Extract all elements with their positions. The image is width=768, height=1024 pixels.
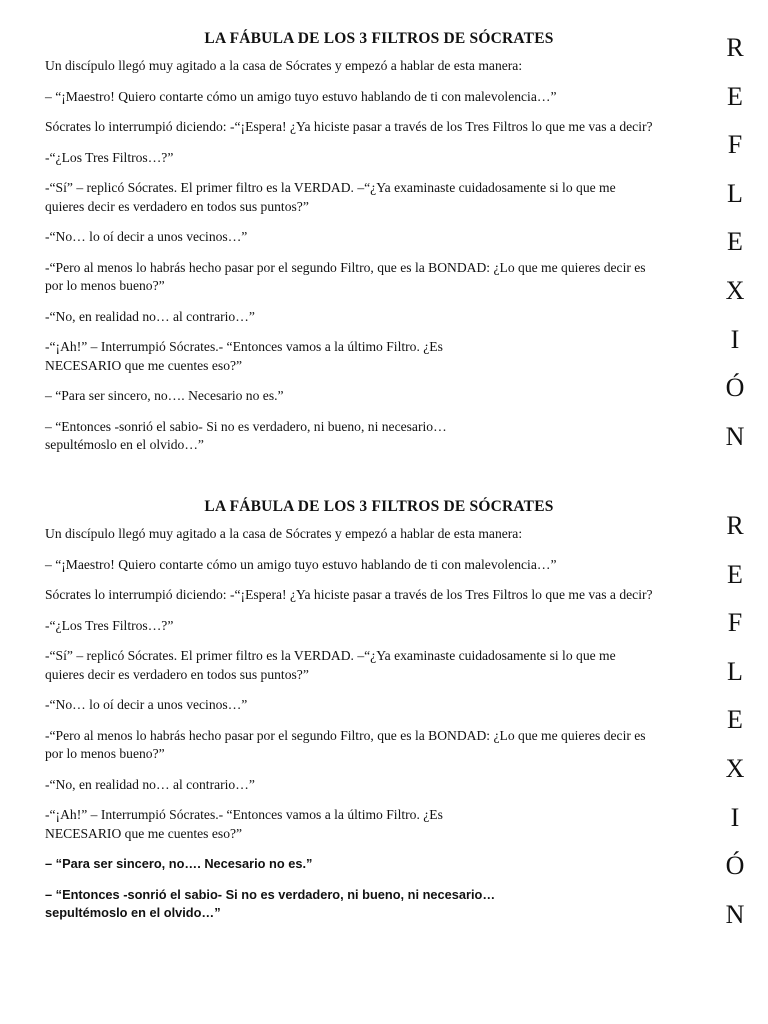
paragraph: – “¡Maestro! Quiero contarte cómo un amigo tuyo estuvo hablando de ti con malevolencia…” [45,88,557,104]
vertical-letter: L [727,178,743,208]
paragraph: – “¡Maestro! Quiero contarte cómo un amigo tuyo estuvo hablando de ti con malevolencia…” [45,556,557,572]
vertical-letter: E [727,559,743,589]
fable-title: LA FÁBULA DE LOS 3 FILTROS DE SÓCRATES [204,30,554,47]
vertical-letter: E [727,81,743,111]
paragraph: – “Entonces -sonrió el sabio- Si no es verdadero, ni bueno, ni necesario… sepultémoslo en el olvido…” [45,418,447,452]
paragraph: – “Entonces -sonrió el sabio- Si no es verdadero, ni bueno, ni necesario… sepultémoslo en el olvido…” [45,886,496,920]
paragraph: – “Para ser sincero, no…. Necesario no es.” [45,388,284,403]
vertical-letter: I [730,324,740,354]
vertical-letter: I [730,802,740,832]
vertical-letter: R [726,33,744,62]
paragraph: Sócrates lo interrumpió diciendo: -“¡Espera! ¿Ya hiciste pasar a través de los Tres Filtros lo que me vas a decir? [45,587,653,602]
paragraph: -“Sí” – replicó Sócrates. El primer filtro es la VERDAD. –“¿Ya examinaste cuidadosamente si lo que me quieres decir es verdadero en todos sus puntos?” [45,648,616,682]
vertical-letter: N [725,421,745,451]
vertical-letter: L [727,656,743,686]
vertical-letter: E [727,705,743,735]
vertical-letter: F [727,608,743,638]
vertical-letter: Ó [725,373,745,403]
paragraph: -“¡Ah!” – Interrumpió Sócrates.- “Entonces vamos a la último Filtro. ¿Es NECESARIO que me cuentes eso?” [45,339,443,373]
paragraph: -“No, en realidad no… al contrario…” [45,308,255,324]
vertical-letter: R [726,511,744,540]
paragraph: Sócrates lo interrumpió diciendo: -“¡Espera! ¿Ya hiciste pasar a través de los Tres Filtros lo que me vas a decir? [45,119,653,134]
paragraph: -“No, en realidad no… al contrario…” [45,776,255,792]
paragraph: -“Pero al menos lo habrás hecho pasar por el segundo Filtro, que es la BONDAD: ¿Lo que me quieres decir es por lo menos bueno?” [45,727,646,761]
vertical-letter: F [727,130,743,160]
paragraph: Un discípulo llegó muy agitado a la casa de Sócrates y empezó a hablar de esta manera: [45,58,523,73]
paragraph: -“No… lo oí decir a unos vecinos…” [45,697,248,712]
paragraph: Un discípulo llegó muy agitado a la casa de Sócrates y empezó a hablar de esta manera: [45,526,523,541]
paragraph: -“No… lo oí decir a unos vecinos…” [45,229,248,244]
paragraph: -“Sí” – replicó Sócrates. El primer filtro es la VERDAD. –“¿Ya examinaste cuidadosamente si lo que me quieres decir es verdadero en todos sus puntos?” [45,180,616,214]
vertical-letter: Ó [725,851,745,881]
vertical-letter: X [725,275,745,305]
fable-block-1 [45,28,735,467]
vertical-letter: N [725,899,745,929]
fable-title: LA FÁBULA DE LOS 3 FILTROS DE SÓCRATES [204,498,554,515]
paragraph: -“Pero al menos lo habrás hecho pasar por el segundo Filtro, que es la BONDAD: ¿Lo que me quieres decir es por lo menos bueno?” [45,259,646,293]
paragraph: -“¿Los Tres Filtros…?” [45,149,174,165]
paragraph: – “Para ser sincero, no…. Necesario no es.” [45,856,313,871]
vertical-letter: X [725,753,745,783]
vertical-word-reflexion-2 [717,502,753,939]
paragraph: -“¡Ah!” – Interrumpió Sócrates.- “Entonces vamos a la último Filtro. ¿Es NECESARIO que me cuentes eso?” [45,807,443,841]
fable-block-2 [45,496,735,935]
vertical-letter: E [727,227,743,257]
vertical-word-reflexion-1 [717,24,753,461]
paragraph: -“¿Los Tres Filtros…?” [45,617,174,633]
